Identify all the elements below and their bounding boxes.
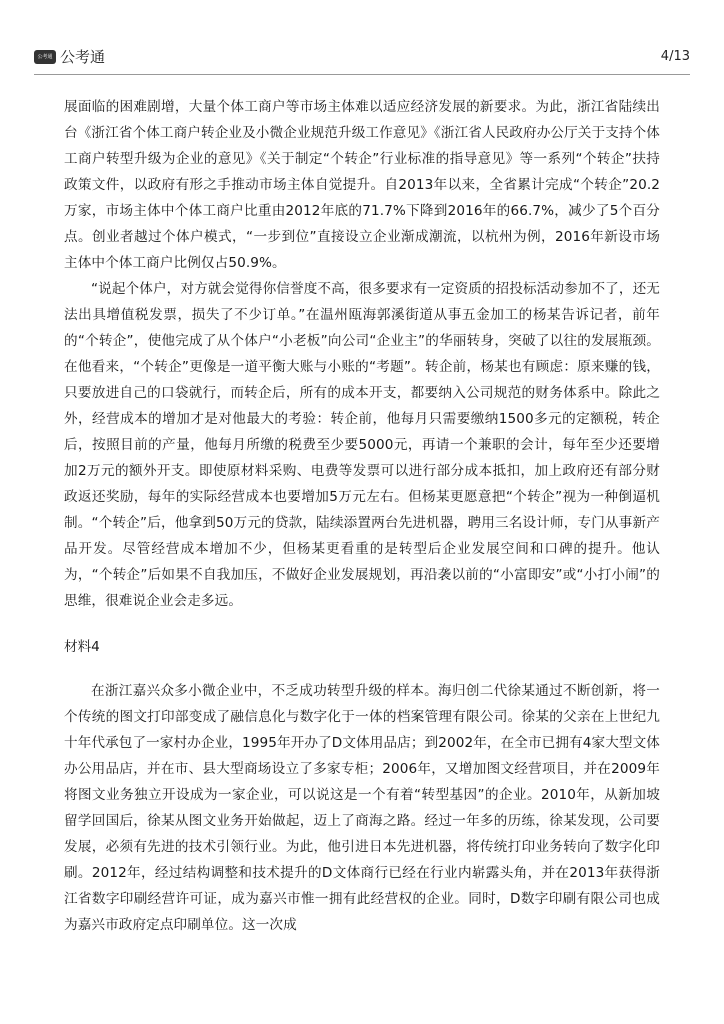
paragraph-xu: 在浙江嘉兴众多小微企业中，不乏成功转型升级的样本。海归创二代徐某通过不断创新，将一个传统的图文打印部变成了融信息化与数字化于一体的档案管理有限公司。徐某的父亲在上世纪九十年代承包了一家村办企业，1995年开办了D文体用品店；到2002年，在全市已拥有4家大型文体办公用品店，并在市、县大型商场设立了多家专柜；2006年，又增加图文经营项目，并在2009年将图文业务独立开设成为一家企业，可以说这是一个有着“转型基因”的企业。2010年，从新加坡留学回国后，徐某从图文业务开始做起，迈上了商海之路。经过一年多的历练，徐某发现，公司要发展，必须有先进的技术引领行业。为此，他引进日本先进机器，将传统打印业务转向了数字化印刷。2012年，经过结构调整和技术提升的D文体商行已经在行业内崭露头角，并在2013年获得浙江省数字印刷经营许可证，成为嘉兴市惟一拥有此经营权的企业。同时，D数字印刷有限公司也成为嘉兴市政府定点印刷单位。这一次成 bbox=[64, 683, 660, 933]
paragraph-yang: “说起个体户，对方就会觉得你信誉度不高，很多要求有一定资质的招投标活动参加不了，还无法出具增值税发票，损失了不少订单。”在温州瓯海郭溪街道从事五金加工的杨某告诉记者，前年的“个转企”，使他完成了从个体户“小老板”向公司“企业主”的华丽转身，突破了以往的发展瓶颈。在他看来，“个转企”更像是一道平衡大账与小账的“考题”。转企前，杨某也有顾虑：原来赚的钱，只要放进自己的口袋就行，而转企后，所有的成本开支，都要纳入公司规范的财务体系中。除此之外，经营成本的增加才是对他最大的考验：转企前，他每月只需要缴纳1500多元的定额税，转企后，按照目前的产量，他每月所缴的税费至少要5000元，再请一个兼职的会计，每年至少还要增加2万元的额外开支。即使原材料采购、电费等发票可以进行部分成本抵扣，加上政府还有部分财政返还奖励，每年的实际经营成本也要增加5万元左右。但杨某更愿意把“个转企”视为一种倒逼机制。“个转企”后，他拿到50万元的贷款，陆续添置两台先进机器，聘用三名设计师，专门从事新产品开发。尽管经营成本增加不少，但杨某更看重的是转型后企业发展空间和口碑的提升。他认为，“个转企”后如果不自我加压，不做好企业发展规划，再沿袭以前的“小富即安”或“小打小闹”的思维，很难说企业会走多远。 bbox=[64, 281, 660, 609]
header-divider bbox=[34, 74, 690, 75]
document-body bbox=[64, 94, 660, 938]
logo-icon: 公考通 bbox=[34, 50, 56, 64]
section-gap bbox=[64, 660, 660, 678]
logo-text: 公考通 bbox=[60, 48, 106, 66]
page-number: 4/13 bbox=[660, 49, 690, 64]
page-header bbox=[34, 46, 690, 76]
paragraph-continued: 展面临的困难剧增，大量个体工商户等市场主体难以适应经济发展的新要求。为此，浙江省陆续出台《浙江省个体工商户转企业及小微企业规范升级工作意见》《浙江省人民政府办公厅关于支持个体工商户转型升级为企业的意见》《关于制定“个转企”行业标准的指导意见》等一系列“个转企”扶持政策文件，以政府有形之手推动市场主体自觉提升。自2013年以来，全省累计完成“个转企”20.2万家，市场主体中个体工商户比重由2012年底的71.7%下降到2016年的66.7%，减少了5个百分点。创业者越过个体户模式，“一步到位”直接设立企业渐成潮流，以杭州为例，2016年新设市场主体中个体工商户比例仅占50.9%。 bbox=[64, 99, 660, 271]
section-heading-material-4: 材料4 bbox=[64, 639, 100, 655]
logo bbox=[34, 48, 105, 66]
